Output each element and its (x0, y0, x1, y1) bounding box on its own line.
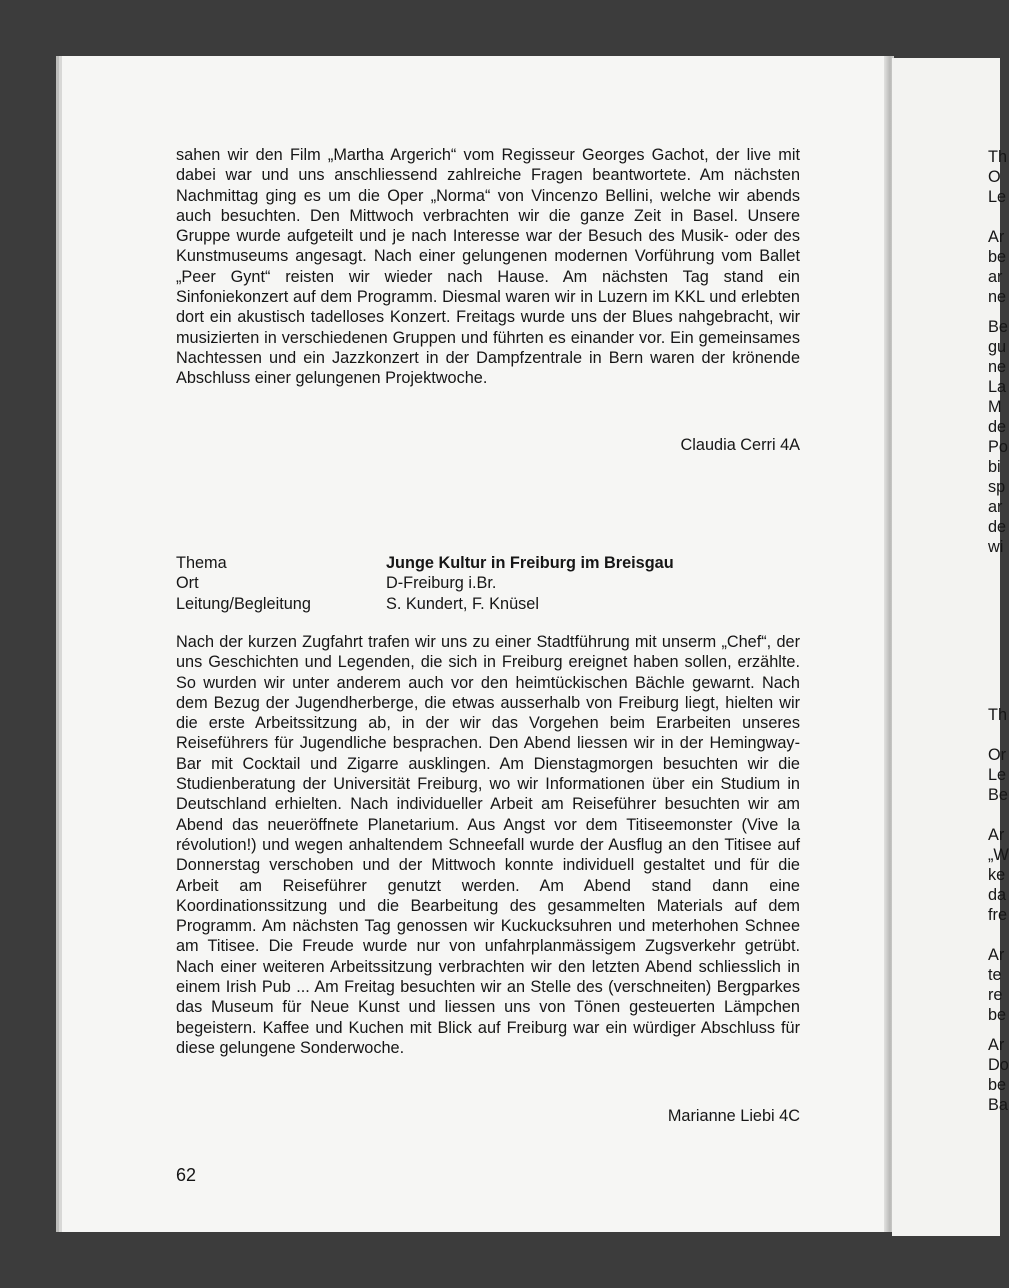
right-page-fragment: Or (988, 746, 1007, 764)
right-page-fragment: Le (988, 188, 1007, 206)
right-page-fragment: Th (988, 706, 1008, 724)
right-page-fragment: Do (988, 1056, 1009, 1074)
right-page-fragment: de (988, 418, 1007, 436)
right-page-fragment: „W (988, 846, 1009, 864)
right-page-fragment: Ar (988, 946, 1005, 964)
right-page-fragment: Be (988, 318, 1008, 336)
right-page-fragment: da (988, 886, 1007, 904)
right-page-fragment: re (988, 986, 1003, 1004)
right-page-fragment: be (988, 1076, 1007, 1094)
right-page-fragment: Po (988, 438, 1008, 456)
meta-label-theme: Thema (176, 554, 227, 572)
right-page-fragment: ne (988, 288, 1007, 306)
meta-label-place: Ort (176, 574, 199, 592)
right-page-fragment: Ar (988, 1036, 1005, 1054)
article2-body: Nach der kurzen Zugfahrt trafen wir uns zu einer Stadtführung mit unserm „Chef“, der uns Geschichten und Legenden, die sich in Freiburg ereignet haben sollen, erzählte. So wurden wir unter anderem auch vor den heimtückischen Bächle gewarnt. Nach dem Bezug der Jugendherberge, die etwas ausserhalb von Freiburg liegt, hielten wir die erste Arbeitssitzung ab, in der wir das Vorgehen beim Erarbeiten unseres Reiseführers für Jugendliche besprachen. Den Abend liessen wir in der Hemingway-Bar mit Cocktail und Zigarre ausklingen. Am Dienstagmorgen besuchten wir die Studienberatung der Universität Freiburg, wo wir Informationen über ein Studium in Deutschland erhielten. Nach individueller Arbeit am Reiseführer besuchten wir am Abend das neueröffnete Planetarium. Aus Angst vor dem Titiseemonster (Vive la révolution!) und wegen anhaltendem Schneefall wurde der Ausflug an den Titisee auf Donnerstag verschoben und der Mittwoch konnte individuell gestaltet und für die Arbeit am Reiseführer genutzt werden. Am Abend stand dann eine Koordinationssitzung und die Bearbeitung des gesammelten Materials auf dem Programm. Am nächsten Tag genossen wir Kuckucksuhren und meterhohen Schnee am Titisee. Die Freude wurde nur von unfahrplanmässigem Zugsverkehr getrübt. Nach einer weiteren Arbeitssitzung verbrachten wir den letzten Abend schliesslich in einem Irish Pub ... Am Freitag besuchten wir an Stelle des (verschneiten) Bergparkes das Museum für Neue Kunst und liessen uns von Tönen gesteuerten Lämpchen begeistern. Kaffee und Kuchen mit Blick auf Freiburg war ein würdiger Abschluss für diese gelungene Sonderwoche. (176, 633, 800, 1057)
right-page-fragment: M (988, 398, 1002, 416)
right-page (892, 58, 1003, 1236)
meta-value-leaders: S. Kundert, F. Knüsel (386, 595, 539, 613)
right-page-fragment: gu (988, 338, 1007, 356)
right-page-fragment: de (988, 518, 1007, 536)
page-number: 62 (176, 1165, 197, 1185)
right-page-fragment: sp (988, 478, 1006, 496)
right-page-fragment: Ar (988, 228, 1005, 246)
right-page-fragment: Ba (988, 1096, 1008, 1114)
article2-author: Marianne Liebi 4C (667, 1107, 800, 1125)
meta-value-place: D-Freiburg i.Br. (386, 574, 497, 592)
right-page-fragment: bi (988, 458, 1001, 476)
right-page-fragment: te (988, 966, 1002, 984)
right-page-fragment: O (988, 168, 1001, 186)
right-page-fragment: be (988, 248, 1007, 266)
right-page-fragment: Ar (988, 826, 1005, 844)
right-page-fragment: be (988, 1006, 1007, 1024)
right-page-fragment: ke (988, 866, 1006, 884)
right-page-fragment: ar (988, 268, 1003, 286)
article1-body: sahen wir den Film „Martha Argerich“ vom Regisseur Georges Gachot, der live mit dabei war und uns anschliessend zahlreiche Fragen beantwortete. Am nächsten Nachmittag ging es um die Oper „Norma“ von Vincenzo Bellini, welche wir abends auch besuchten. Den Mittwoch verbrachten wir die ganze Zeit in Basel. Unsere Gruppe wurde aufgeteilt und je nach Interesse war der Besuch des Musik- oder des Kunstmuseums angesagt. Nach einer gelungenen modernen Vorführung vom Ballet „Peer Gynt“ reisten wir wieder nach Hause. Am nächsten Tag stand ein Sinfoniekonzert auf dem Programm. Diesmal waren wir in Luzern im KKL und erlebten dort ein akustisch tadelloses Konzert. Freitags wurde uns der Blues nahgebracht, wir musizierten in verschiedenen Gruppen und führten es einander vor. Ein gemeinsames Nachtessen und ein Jazzkonzert in der Dampfzentrale in Bern waren der krönende Abschluss einer gelungenen Projektwoche. (176, 146, 800, 388)
article1-author: Claudia Cerri 4A (680, 436, 800, 454)
right-page-fragment: ne (988, 358, 1007, 376)
right-page-fragment: Be (988, 786, 1008, 804)
meta-value-theme: Junge Kultur in Freiburg im Breisgau (386, 554, 674, 572)
right-page-fragment: Th (988, 148, 1008, 166)
right-page-fragment: ar (988, 498, 1003, 516)
right-page-fragment: Le (988, 766, 1007, 784)
right-page-fragment: fre (988, 906, 1008, 924)
right-page-fragment: La (988, 378, 1007, 396)
meta-label-leaders: Leitung/Begleitung (176, 595, 311, 613)
right-page-fragment: wi (988, 538, 1004, 556)
